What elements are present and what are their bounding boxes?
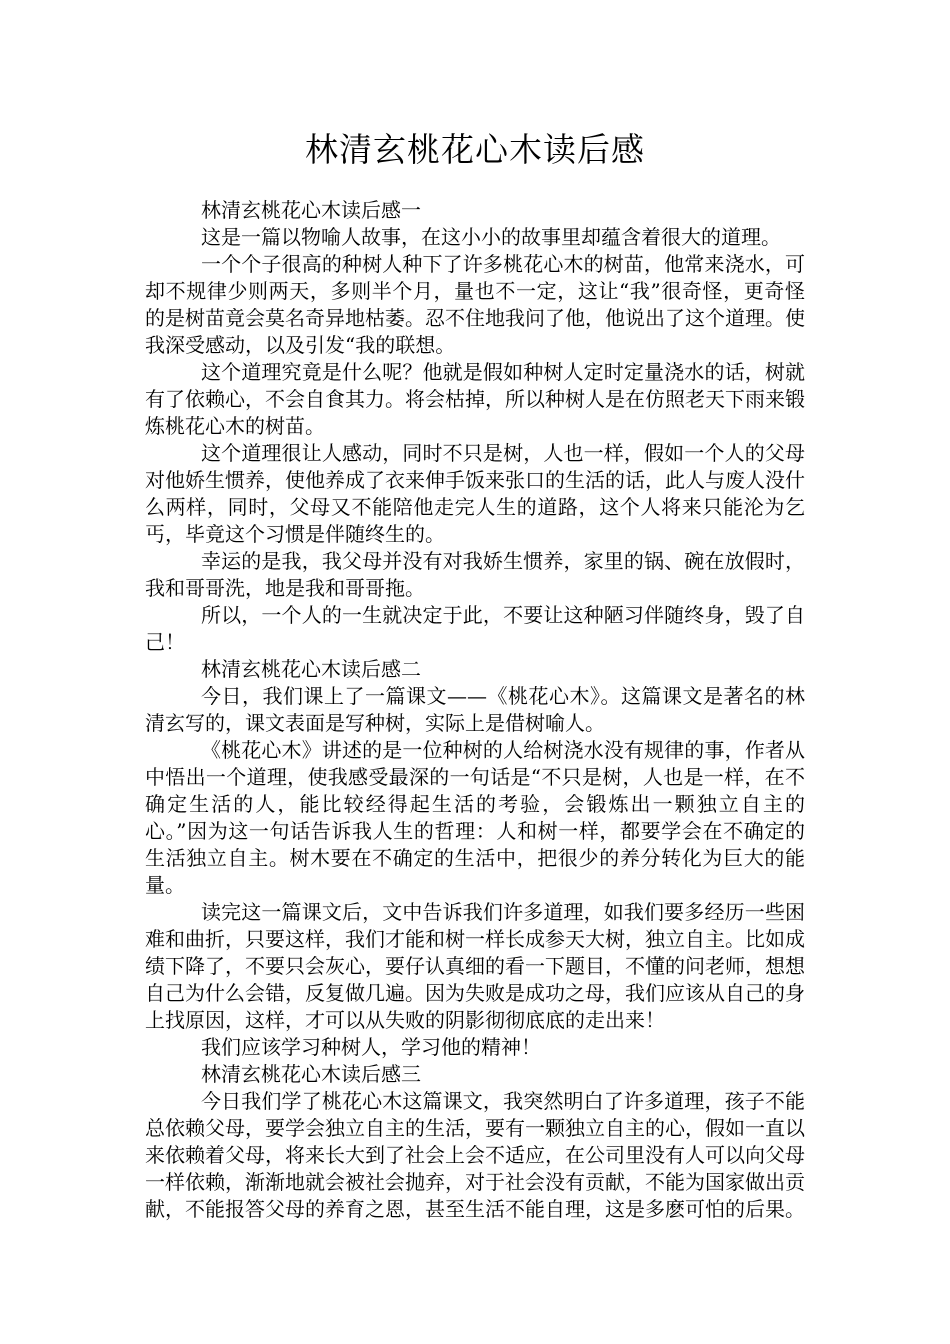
paragraph: 幸运的是我，我父母并没有对我娇生惯养，家里的锅、碗在放假时，我和哥哥洗，地是我和哥哥拖。 xyxy=(145,549,805,600)
section-heading-1: 林清玄桃花心木读后感一 xyxy=(201,198,421,222)
paragraph: 读完这一篇课文后，文中告诉我们许多道理，如我们要多经历一些困难和曲折，只要这样，我们才能和树一样长成参天大树，独立自主。比如成绩下降了，不要只会灰心，要仔认真细的看一下题目，不懂的问老师，想想自己为什么会错，反复做几遍。因为失败是成功之母，我们应该从自己的身上找原因，这样，才可以从失败的阴影彻彻底底的走出来！ xyxy=(145,900,805,1032)
section-heading-3: 林清玄桃花心木读后感三 xyxy=(201,1062,421,1086)
paragraph: 今日我们学了桃花心木这篇课文，我突然明白了许多道理，孩子不能总依赖父母，要学会独立自主的生活，要有一颗独立自主的心，假如一直以来依赖着父母，将来长大到了社会上会不适应，在公司里没有人可以向父母一样依赖，渐渐地就会被社会抛弃，对于社会没有贡献，不能为国家做出贡献，不能报答父母的养育之恩，甚至生活不能自理，这是多麽可怕的后果。 xyxy=(145,1089,805,1221)
paragraph: 《桃花心木》讲述的是一位种树的人给树浇水没有规律的事，作者从中悟出一个道理，使我感受最深的一句话是“不只是树，人也是一样，在不确定生活的人，能比较经得起生活的考验，会锻炼出一颗独立自主的心。”因为这一句话告诉我人生的哲理：人和树一样，都要学会在不确定的生活独立自主。树木要在不确定的生活中，把很少的养分转化为巨大的能量。 xyxy=(145,738,805,897)
section-heading-2: 林清玄桃花心木读后感二 xyxy=(201,657,421,681)
paragraph: 今日，我们课上了一篇课文——《桃花心木》。这篇课文是著名的林清玄写的，课文表面是写种树，实际上是借树喻人。 xyxy=(145,684,805,735)
document-body xyxy=(145,197,805,1223)
paragraph: 这是一篇以物喻人故事，在这小小的故事里却蕴含着很大的道理。 xyxy=(201,225,781,249)
paragraph: 我们应该学习种树人，学习他的精神！ xyxy=(201,1035,541,1059)
paragraph: 所以，一个人的一生就决定于此，不要让这种陋习伴随终身，毁了自己！ xyxy=(145,603,805,654)
paragraph: 这个道理很让人感动，同时不只是树，人也一样，假如一个人的父母对他娇生惯养，使他养成了衣来伸手饭来张口的生活的话，此人与废人没什么两样，同时，父母又不能陪他走完人生的道路，这个人将来只能沦为乞丐，毕竟这个习惯是伴随终生的。 xyxy=(145,441,805,546)
paragraph: 这个道理究竟是什么呢？他就是假如种树人定时定量浇水的话，树就有了依赖心，不会自食其力。将会枯掉，所以种树人是在仿照老天下雨来锻炼桃花心木的树苗。 xyxy=(145,360,805,438)
paragraph: 一个个子很高的种树人种下了许多桃花心木的树苗，他常来浇水，可却不规律少则两天，多则半个月，量也不一定，这让“我”很奇怪，更奇怪的是树苗竟会莫名奇异地枯萎。忍不住地我问了他，他说出了这个道理。使我深受感动，以及引发“我的联想。 xyxy=(145,252,805,357)
document-title: 林清玄桃花心木读后感 xyxy=(305,130,645,169)
